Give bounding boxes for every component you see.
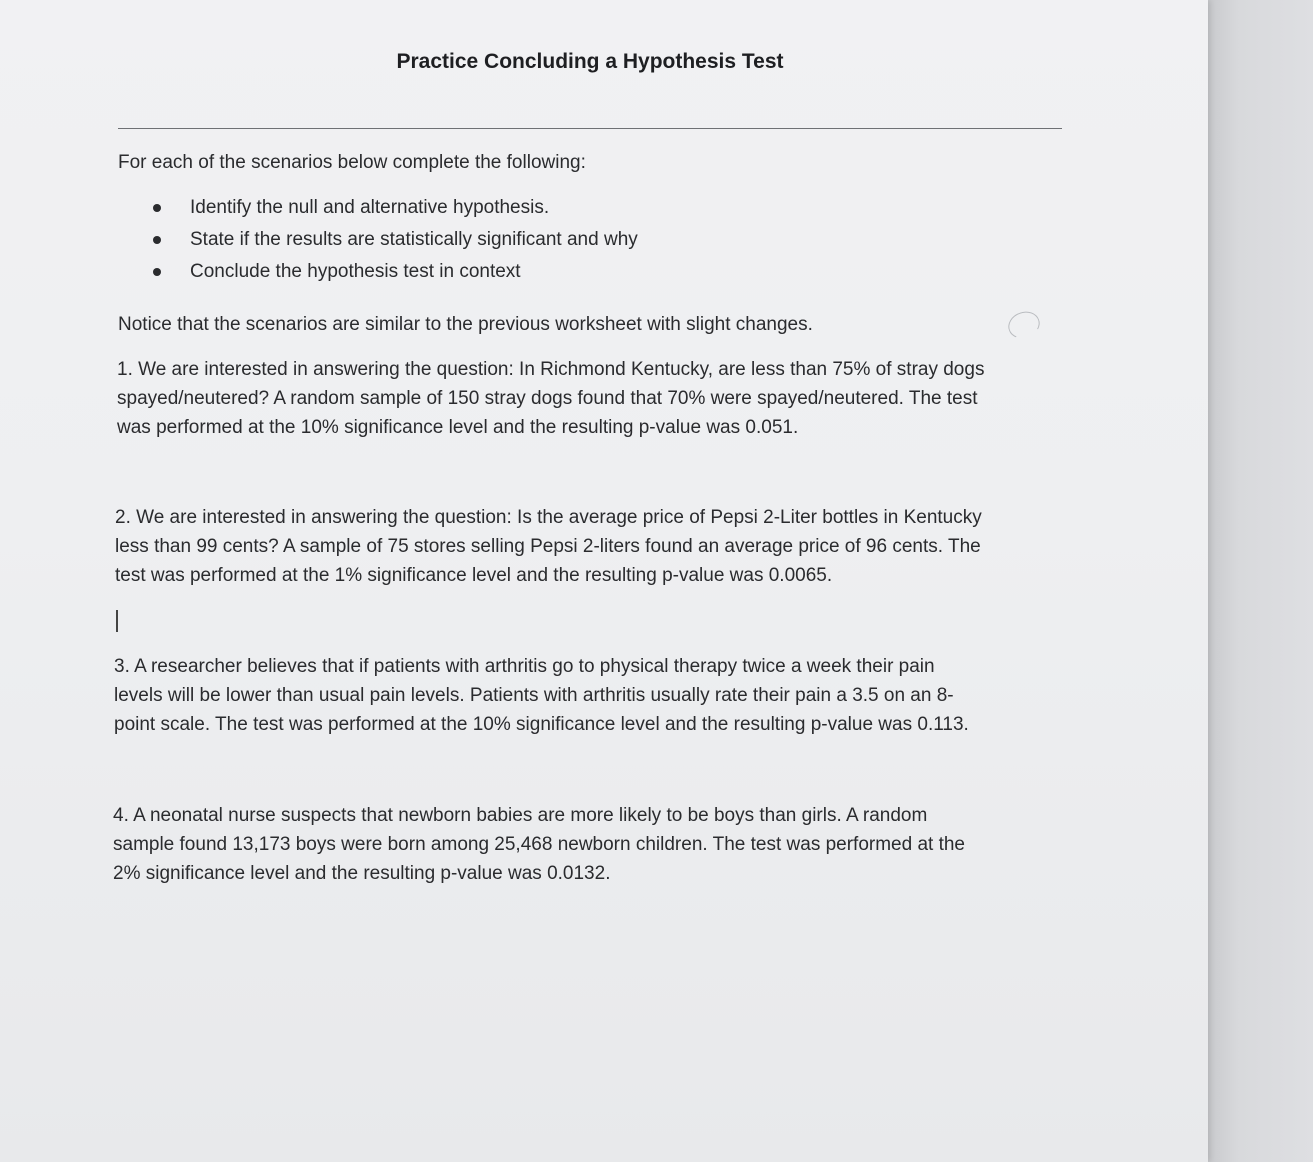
scenario-line: 2. We are interested in answering the question: Is the average price of Pepsi 2-Liter bottles in Kentucky xyxy=(115,507,982,528)
notice-text: Notice that the scenarios are similar to the previous worksheet with slight changes. xyxy=(118,314,813,335)
scenario-line: levels will be lower than usual pain levels. Patients with arthritis usually rate their pain a 3.5 on an 8- xyxy=(114,685,954,706)
scenario-line: 3. A researcher believes that if patients with arthritis go to physical therapy twice a week their pain xyxy=(114,656,935,677)
scenario-line: 2% significance level and the resulting p-value was 0.0132. xyxy=(113,863,611,884)
scenario-line: point scale. The test was performed at the 10% significance level and the resulting p-value was 0.113. xyxy=(114,714,969,735)
instruction-list xyxy=(150,193,638,289)
page-title: Practice Concluding a Hypothesis Test xyxy=(396,50,784,73)
instruction-item xyxy=(150,257,638,289)
instruction-text: Conclude the hypothesis test in context xyxy=(190,261,521,282)
instructions-intro: For each of the scenarios below complete the following: xyxy=(118,152,586,173)
scenario-1 xyxy=(117,355,1057,442)
scenario-line: test was performed at the 1% significance level and the resulting p-value was 0.0065. xyxy=(115,565,833,586)
scenario-line: less than 99 cents? A sample of 75 stores selling Pepsi 2-liters found an average price of 96 cents. The xyxy=(115,536,981,557)
desk-background xyxy=(1208,0,1313,1162)
bullet-icon xyxy=(153,236,161,244)
text-cursor xyxy=(116,610,118,632)
bullet-icon xyxy=(153,268,161,276)
bullet-icon xyxy=(153,204,161,212)
pencil-scribble xyxy=(1005,307,1044,342)
instruction-item xyxy=(150,225,638,257)
scenario-line: 1. We are interested in answering the question: In Richmond Kentucky, are less than 75% of stray dogs xyxy=(117,359,985,380)
instruction-item xyxy=(150,193,638,225)
title-divider xyxy=(118,128,1062,129)
instruction-text: State if the results are statistically significant and why xyxy=(190,229,638,250)
scenario-line: was performed at the 10% significance level and the resulting p-value was 0.051. xyxy=(117,417,799,438)
scenario-4 xyxy=(113,801,1053,888)
scenario-2 xyxy=(115,503,1055,590)
scenario-line: spayed/neutered? A random sample of 150 stray dogs found that 70% were spayed/neutered. The test xyxy=(117,388,978,409)
scenario-line: 4. A neonatal nurse suspects that newborn babies are more likely to be boys than girls. A random xyxy=(113,805,928,826)
scenario-line: sample found 13,173 boys were born among 25,468 newborn children. The test was performed at the xyxy=(113,834,966,855)
instruction-text: Identify the null and alternative hypothesis. xyxy=(190,197,550,218)
scenario-3 xyxy=(114,652,1054,739)
